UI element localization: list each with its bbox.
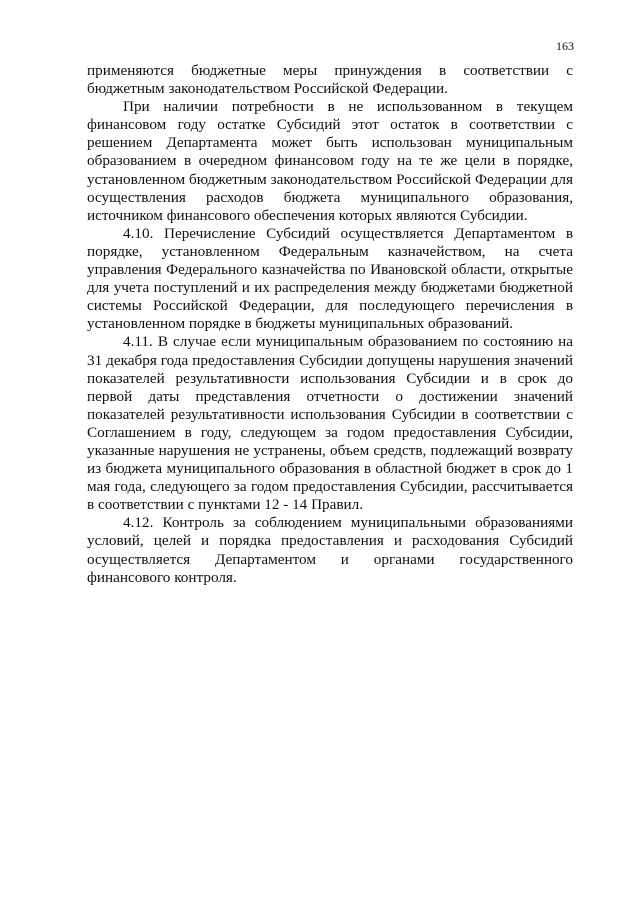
paragraph-continuation: применяются бюджетные меры принуждения в соответствии с бюджетным законодательством Российской Федерации. bbox=[87, 62, 573, 98]
paragraph-4-10: 4.10. Перечисление Субсидий осуществляется Департаментом в порядке, установленном Федеральным казначейством, на счета управления Федерального казначейства по Ивановской области, открытые для учета поступлений и их распределения между бюджетами бюджетной системы Российской Федерации, для последующего перечисления в установленном порядке в бюджеты муниципальных образований. bbox=[87, 224, 573, 333]
paragraph-4-12: 4.12. Контроль за соблюдением муниципальными образованиями условий, целей и порядка предоставления и расходования Субсидий осуществляется Департаментом и органами государственного финансового контроля. bbox=[87, 514, 573, 586]
page-number: 163 bbox=[556, 39, 574, 53]
paragraph-unused-balance: При наличии потребности в не использованном в текущем финансовом году остатке Субсидий этот остаток в соответствии с решением Департамента может быть использован муниципальным образованием в очередном финансовом году на те же цели в порядке, установленном бюджетным законодательством Российской Федерации для осуществления расходов бюджета муниципального образования, источником финансового обеспечения которых являются Субсидии. bbox=[87, 98, 573, 224]
paragraph-4-11: 4.11. В случае если муниципальным образованием по состоянию на 31 декабря года предоставления Субсидии допущены нарушения значений показателей результативности использования Субсидии и в срок до первой даты представления отчетности о достижении значений показателей результативности использования Субсидии в соответствии с Соглашением в году, следующем за годом предоставления Субсидии, указанные нарушения не устранены, объем средств, подлежащий возврату из бюджета муниципального образования в областной бюджет в срок до 1 мая года, следующего за годом предоставления Субсидии, рассчитывается в соответствии с пунктами 12 - 14 Правил. bbox=[87, 333, 573, 514]
document-body bbox=[87, 62, 573, 587]
